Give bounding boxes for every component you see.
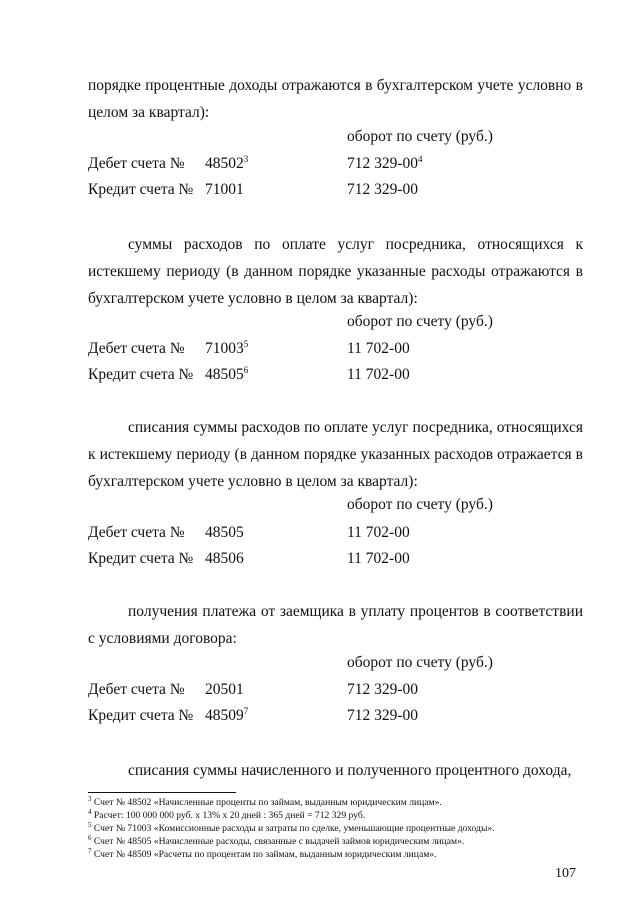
footnote-ref: 3 [243,153,249,164]
turnover-caption-1: оборот по счету (руб.) [347,128,493,145]
credit-amount: 11 702-00 [347,366,410,383]
paragraph-1: порядке процентные доходы отражаются в бухгалтерском учете условно в целом за квартал): [88,77,583,121]
paragraph-4: получения платежа от заемщика в уплату процентов в соответствии с условиями договора: [88,603,583,647]
credit-label: Кредит счета № [88,550,194,567]
footnote-ref: 5 [243,338,249,349]
debit-account: 48502$^3$ [205,153,249,172]
turnover-caption-2: оборот по счету (руб.) [347,313,493,330]
paragraph-2: суммы расходов по оплате услуг посредника, относящихся к истекшему периоду (в данном порядке указанные расходы отражаются в бухгалтерском учете условно в целом за квартал): [88,236,583,307]
paragraph-5: списания суммы начисленного и полученного процентного дохода, [128,762,572,779]
credit-amount: 712 329-00 [347,707,419,724]
debit-account: 71003$^5$ [205,338,249,357]
debit-amount: 712 329-00 [347,681,419,698]
page-number: 107 [555,866,576,881]
footnote-ref: 6 [243,364,249,375]
credit-account: 48509$^7$ [205,705,249,724]
footnote-6: $^6$ Счет № 48505 «Начисленные расходы, связанные с выдачей займов юридическим лицам». [88,833,465,847]
turnover-caption-4: оборот по счету (руб.) [347,654,493,671]
credit-amount: 11 702-00 [347,550,410,567]
credit-account: 71001 [205,181,244,198]
credit-amount: 712 329-00 [347,181,419,198]
credit-label: Кредит счета № [88,366,194,383]
footnote-divider [88,792,236,793]
footnote-5: $^5$ Счет № 71003 «Комиссионные расходы и затраты по сделке, уменьшающие процентные доходы». [88,820,495,834]
debit-label: Дебет счета № [88,524,185,541]
credit-account: 48505$^6$ [205,364,249,383]
footnote-4: $^4$ Расчет: 100 000 000 руб. х 13% х 20 дней : 365 дней = 712 329 руб. [88,807,366,821]
debit-amount: 11 702-00 [347,340,410,357]
debit-label: Дебет счета № [88,340,185,357]
turnover-caption-3: оборот по счету (руб.) [347,496,493,513]
footnote-7: $^7$ Счет № 48509 «Расчеты по процентам по займам, выданным юридическим лицам». [88,846,437,860]
footnote-3: $^3$ Счет № 48502 «Начисленные проценты по займам, выданным юридическим лицам». [88,794,442,808]
debit-account: 20501 [205,681,244,698]
credit-label: Кредит счета № [88,707,194,724]
debit-amount: 11 702-00 [347,524,410,541]
debit-amount: 712 $329-00^4$ [347,153,423,172]
footnote-ref: 7 [243,705,249,716]
credit-account: 48506 [205,550,244,567]
debit-label: Дебет счета № [88,681,185,698]
debit-account: 48505 [205,524,244,541]
footnote-ref: 4 [418,153,423,164]
debit-label: Дебет счета № [88,155,185,172]
credit-label: Кредит счета № [88,181,194,198]
paragraph-3: списания суммы расходов по оплате услуг посредника, относящихся к истекшему периоду (в данном порядке указанных расходов отражается в бухгалтерском учете условно в целом за квартал): [88,419,583,490]
